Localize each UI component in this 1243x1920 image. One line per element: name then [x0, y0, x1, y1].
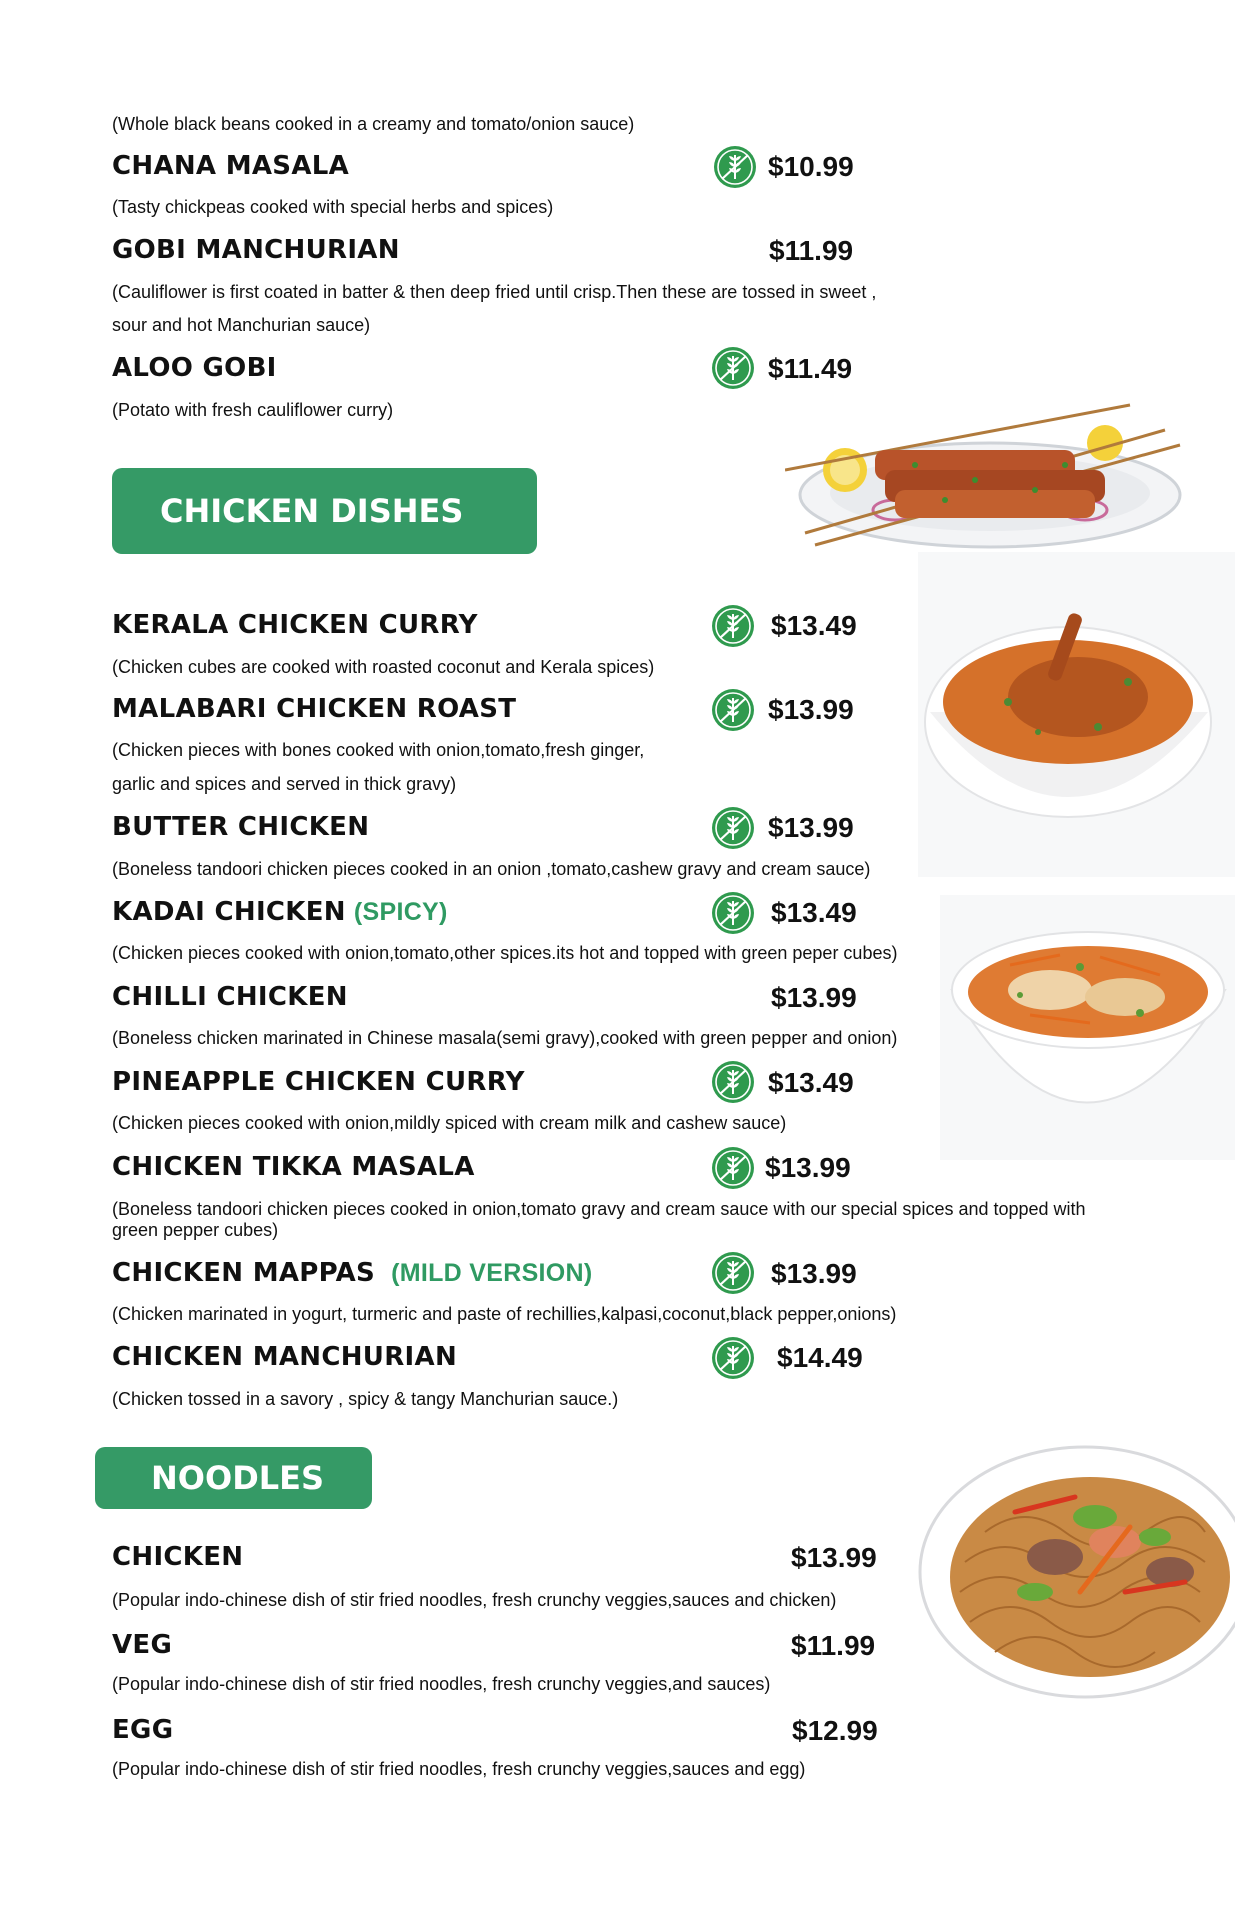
- section-title: NOODLES: [151, 1459, 325, 1497]
- gluten-free-icon: [711, 1251, 755, 1295]
- section-title: CHICKEN DISHES: [160, 492, 464, 530]
- gluten-free-icon: [711, 688, 755, 732]
- menu-item-price: $14.49: [777, 1342, 863, 1373]
- gluten-free-icon: [713, 145, 757, 189]
- menu-item-description: (Boneless chicken marinated in Chinese masala(semi gravy),cooked with green pepper and onion): [112, 1028, 898, 1048]
- menu-item-description: (Tasty chickpeas cooked with special herbs and spices): [112, 197, 554, 217]
- chicken-noodle-soup-image: [940, 895, 1235, 1160]
- menu-item-name: ALOO GOBI: [112, 353, 277, 383]
- menu-item-price: $10.99: [768, 151, 854, 182]
- menu-item-name: [112, 897, 448, 927]
- menu-item-name: CHICKEN: [112, 1542, 244, 1572]
- bean-dish-description: (Whole black beans cooked in a creamy and tomato/onion sauce): [112, 114, 635, 134]
- gluten-free-icon: [711, 1060, 755, 1104]
- menu-item-description: (Chicken tossed in a savory , spicy & tangy Manchurian sauce.): [112, 1389, 619, 1409]
- menu-item-price: $11.99: [791, 1630, 876, 1661]
- menu-item-price: $12.99: [792, 1715, 878, 1746]
- menu-item-price: $13.99: [768, 694, 854, 725]
- menu-item-name: BUTTER CHICKEN: [112, 812, 370, 842]
- chicken-curry-bowl-image: [918, 552, 1235, 877]
- menu-item-description: (Chicken cubes are cooked with roasted coconut and Kerala spices): [112, 657, 655, 677]
- menu-item-description-cont: garlic and spices and served in thick gravy): [112, 774, 457, 794]
- menu-item-price: $13.99: [771, 1258, 857, 1289]
- menu-item-price: $13.49: [771, 610, 857, 641]
- spicy-tag: (SPICY): [353, 898, 448, 926]
- menu-item-price: $13.49: [768, 1067, 854, 1098]
- menu-item-price: $13.99: [771, 982, 857, 1013]
- menu-item-title: KADAI CHICKEN: [112, 897, 346, 927]
- menu-item-name: CHICKEN MANCHURIAN: [112, 1342, 457, 1372]
- menu-item-name: [112, 1258, 593, 1288]
- menu-item-price: $13.99: [791, 1542, 877, 1573]
- menu-item-price: $11.99: [769, 235, 854, 266]
- menu-item-title: CHICKEN MAPPAS: [112, 1258, 376, 1288]
- menu-item-price: $13.99: [765, 1152, 851, 1183]
- menu-item-description: (Popular indo-chinese dish of stir fried noodles, fresh crunchy veggies,sauces and chicken): [112, 1590, 837, 1610]
- menu-item-description: (Chicken pieces cooked with onion,tomato,other spices.its hot and topped with green peper cubes): [112, 943, 898, 963]
- menu-item-description: (Popular indo-chinese dish of stir fried noodles, fresh crunchy veggies,sauces and egg): [112, 1759, 806, 1779]
- menu-item-name: CHILLI CHICKEN: [112, 982, 348, 1012]
- mild-version-tag: (MILD VERSION): [391, 1259, 593, 1287]
- menu-item-description: (Boneless tandoori chicken pieces cooked in onion,tomato gravy and cream sauce with our special spices and topped with green pepper cubes): [112, 1199, 1086, 1240]
- menu-item-description: (Boneless tandoori chicken pieces cooked in an onion ,tomato,cashew gravy and cream sauce): [112, 859, 871, 879]
- gluten-free-icon: [711, 1146, 755, 1190]
- menu-item-description: (Popular indo-chinese dish of stir fried noodles, fresh crunchy veggies,and sauces): [112, 1674, 771, 1694]
- menu-item-name: GOBI MANCHURIAN: [112, 235, 400, 265]
- gluten-free-icon: [711, 604, 755, 648]
- menu-item-name: PINEAPPLE CHICKEN CURRY: [112, 1067, 525, 1097]
- menu-item-name: CHICKEN TIKKA MASALA: [112, 1152, 475, 1182]
- menu-item-name: KERALA CHICKEN CURRY: [112, 610, 478, 640]
- menu-item-price: $11.49: [768, 353, 853, 384]
- menu-item-description: (Potato with fresh cauliflower curry): [112, 400, 394, 420]
- menu-item-name: VEG: [112, 1630, 173, 1660]
- menu-item-description: (Chicken pieces cooked with onion,mildly spiced with cream milk and cashew sauce): [112, 1113, 787, 1133]
- menu-item-description-cont: sour and hot Manchurian sauce): [112, 315, 371, 335]
- section-header-chicken-dishes: [112, 468, 537, 554]
- menu-item-price: $13.99: [768, 812, 854, 843]
- menu-item-name: CHANA MASALA: [112, 151, 350, 181]
- gluten-free-icon: [711, 891, 755, 935]
- menu-item-description: (Chicken pieces with bones cooked with onion,tomato,fresh ginger,: [112, 740, 645, 760]
- gluten-free-icon: [711, 346, 755, 390]
- menu-item-name: EGG: [112, 1715, 174, 1745]
- gluten-free-icon: [711, 1336, 755, 1380]
- menu-item-description: (Chicken marinated in yogurt, turmeric and paste of rechillies,kalpasi,coconut,black pepper,onions): [112, 1304, 897, 1324]
- noodles-plate-image: [915, 1442, 1235, 1707]
- menu-item-price: $13.49: [771, 897, 857, 928]
- chicken-skewers-image: [785, 395, 1195, 565]
- gluten-free-icon: [711, 806, 755, 850]
- menu-item-name: MALABARI CHICKEN ROAST: [112, 694, 517, 724]
- section-header-noodles: [95, 1447, 372, 1509]
- menu-item-description: (Cauliflower is first coated in batter & then deep fried until crisp.Then these are tossed in sweet ,: [112, 282, 877, 302]
